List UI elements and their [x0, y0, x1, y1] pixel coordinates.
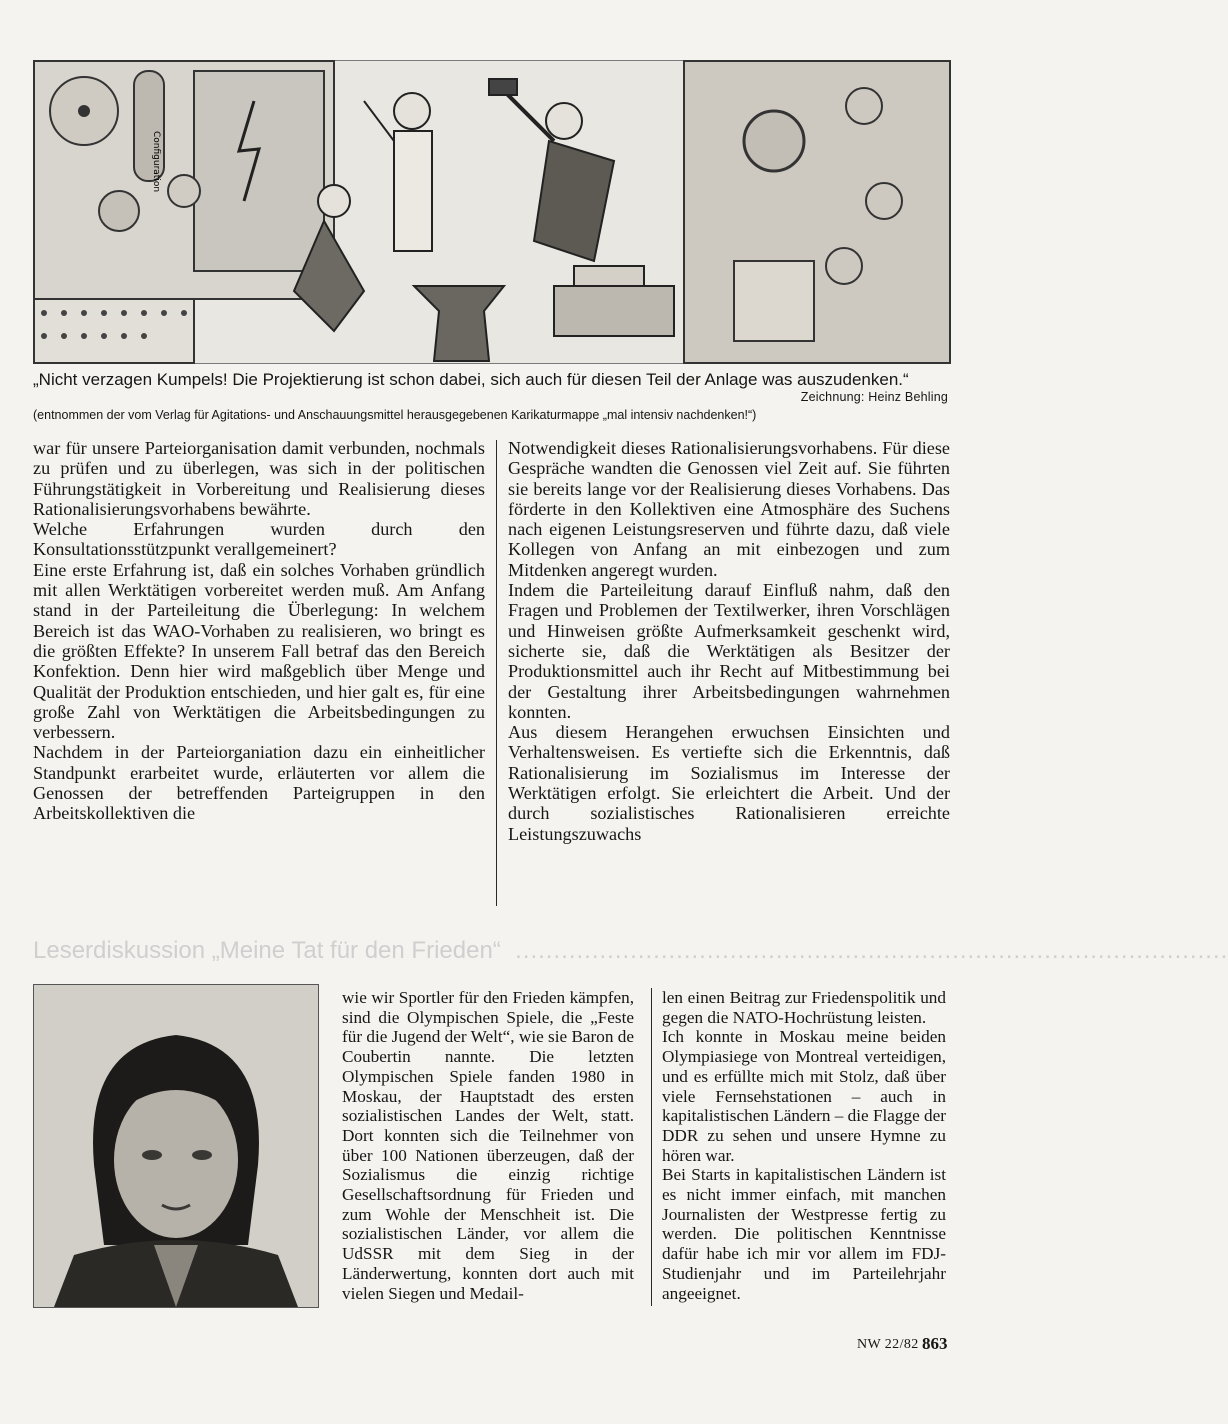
section-heading-text: Leserdiskussion „Meine Tat für den Frieden“: [33, 937, 501, 964]
article-paragraph: Nachdem in der Parteiorganiation dazu ein einheitlicher Standpunkt erarbeitet wurde, erläuterten vor allem die Genossen der betreffenden Parteigruppen in den Arbeitskollektiven die: [33, 742, 485, 824]
issue-number: NW 22/82: [857, 1337, 919, 1352]
reader-paragraph: Ich konnte in Moskau meine beiden Olympiasiege von Montreal verteidigen, und es erfüllte mich mit Stolz, daß über viele Fernsehstationen – auch in kapitalistischen Ländern – die Flagge der DDR zu sehen und unsere Hymne zu hören war.: [662, 1027, 946, 1165]
cartoon-source: (entnommen der vom Verlag für Agitations- und Anschauungsmittel herausgegebenen Karikaturmappe „mal intensiv nachdenken!“): [33, 408, 757, 422]
reader-paragraph: Bei Starts in kapitalistischen Ländern ist es nicht immer einfach, mit manchen Journalisten der Westpresse fertig zu werden. Die politischen Kenntnisse dafür habe ich mir vor allem im FDJ-Studienjahr und im Parteilehrjahr angeeignet.: [662, 1165, 946, 1303]
article-paragraph: Indem die Parteileitung darauf Einfluß nahm, daß den Fragen und Problemen der Textilwerker, ihren Vorschlägen und Hinweisen größte Aufmerksamkeit geschenkt wird, sicherte sie, daß die Werktätigen als Besitzer der Produktionsmittel auch ihr Recht auf Mitbestimmung bei der Gestaltung ihrer Arbeitsbedingungen wahrnehmen konnten.: [508, 580, 950, 722]
heading-leader-dots: .............................................................................................: [507, 937, 1228, 964]
article-paragraph: Aus diesem Herangehen erwuchsen Einsichten und Verhaltensweisen. Es vertiefte sich die Erkenntnis, daß Rationalisierung im Sozialismus im Interesse der Werktätigen erfolgt. Sie erleichtert die Arbeit. Und der durch sozialistisches Rationalisieren erreichte Leistungszuwachs: [508, 722, 950, 844]
article-column-right: [508, 438, 950, 844]
section-heading: [33, 937, 1228, 971]
article-paragraph: war für unsere Parteiorganisation damit verbunden, nochmals zu prüfen und zu überlegen, was sich in der politischen Führungstätigkeit in Vorbereitung und Realisierung dieses Rationalisierungsvorhabens bewährte.: [33, 438, 485, 519]
article-paragraph: Notwendigkeit dieses Rationalisierungsvorhabens. Für diese Gespräche wandten die Genossen viel Zeit auf. Sie führten sie bereits lange vor der Realisierung dieses Vorhabens. Das förderte in den Kollektiven eine Atmosphäre des Suchens nach eigenen Leistungsreserven und führte dazu, daß viele Kollegen von Anfang an mit einbezogen und zum Mitdenken angeregt wurden.: [508, 438, 950, 580]
portrait-image: [34, 985, 318, 1307]
page-number: 863: [922, 1334, 948, 1353]
reader-paragraph: len einen Beitrag zur Friedenspolitik und gegen die NATO-Hochrüstung leisten.: [662, 988, 946, 1027]
column-divider: [496, 440, 497, 906]
article-column-left: [33, 438, 485, 824]
cartoon-illustration: [33, 60, 951, 364]
cartoon-credit: Zeichnung: Heinz Behling: [800, 390, 948, 404]
cartoon-drawing: [34, 61, 950, 363]
cartoon-caption: „Nicht verzagen Kumpels! Die Projektierung ist schon dabei, sich auch für diesen Teil der Anlage was auszudenken.“: [33, 370, 909, 389]
reader-column-right: [662, 988, 946, 1303]
column-divider: [651, 988, 652, 1306]
machine-label: Configuration: [151, 131, 161, 193]
reader-paragraph: wie wir Sportler für den Frieden kämpfen, sind die Olympischen Spiele, die „Feste für die Jugend der Welt“, wie sie Baron de Coubertin nannte. Die letzten Olympischen Spiele fanden 1980 in Moskau, der Hauptstadt des ersten sozialistischen Landes der Welt, statt. Dort konnten sich die Teilnehmer von über 100 Nationen überzeugen, daß der Sozialismus die einzig richtige Gesellschaftsordnung für Frieden und zum Wohle der Menschheit ist. Die sozialistischen Länder, vor allem die UdSSR mit dem Sieg in der Länderwertung, konnten dort auch mit vielen Siegen und Medail-: [342, 988, 634, 1303]
portrait-photo: [33, 984, 319, 1308]
reader-column-middle: [342, 988, 634, 1303]
article-paragraph: Eine erste Erfahrung ist, daß ein solches Vorhaben gründlich mit allen Werktätigen vorbereitet werden muß. Am Anfang stand in der Parteileitung die Überlegung: In welchem Bereich ist das WAO-Vorhaben zu realisieren, wo bringt es die größten Effekte? In unserem Fall betraf das den Bereich Konfektion. Denn hier wird maßgeblich über Menge und Qualität der Produktion entschieden, und hier galt es, für eine große Zahl von Werktätigen die Arbeitsbedingungen zu verbessern.: [33, 559, 485, 743]
article-paragraph: Welche Erfahrungen wurden durch den Konsultationsstützpunkt verallgemeinert?: [33, 519, 485, 560]
